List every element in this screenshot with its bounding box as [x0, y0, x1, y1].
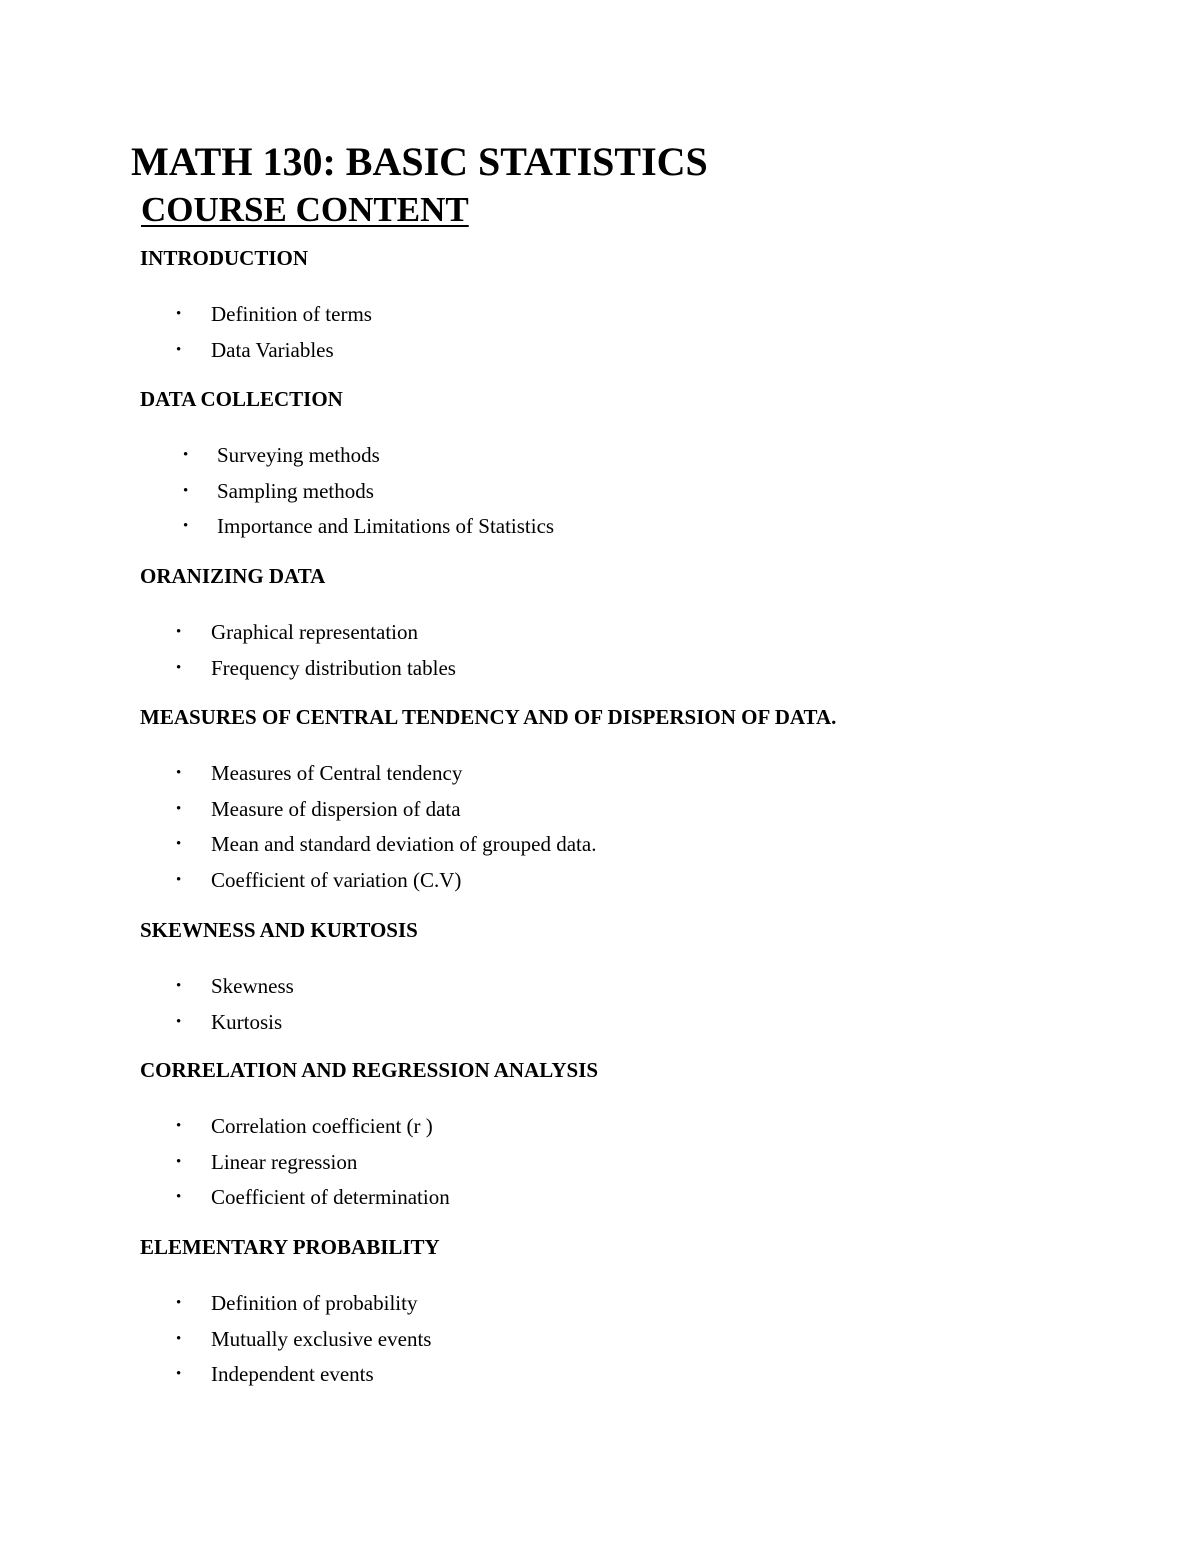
list-item	[0, 867, 1200, 903]
topic-list	[0, 1290, 1200, 1397]
bullet-icon: •	[176, 306, 182, 322]
list-item-text: Frequency distribution tables	[211, 655, 456, 680]
topic-list	[0, 760, 1200, 902]
topic-list	[0, 301, 1200, 372]
bullet-icon: •	[176, 659, 182, 676]
list-item	[0, 478, 1200, 514]
bullet-icon: •	[176, 978, 182, 994]
bullet-icon: •	[176, 1189, 182, 1205]
course-content-heading: COURSE CONTENT	[141, 190, 469, 229]
topic-list	[0, 442, 1200, 549]
section-heading: CORRELATION AND REGRESSION ANALYSIS	[140, 1058, 599, 1082]
list-item	[0, 655, 1200, 691]
list-item-text: Independent events	[211, 1362, 374, 1386]
list-item-text: Coefficient of determination	[211, 1185, 450, 1209]
list-item	[0, 337, 1200, 373]
list-item-text: Measures of Central tendency	[211, 761, 463, 785]
list-item	[0, 796, 1200, 832]
list-item-text: Correlation coefficient (r )	[211, 1114, 433, 1138]
topic-list	[0, 1113, 1200, 1220]
list-item	[0, 1184, 1200, 1220]
section-heading: SKEWNESS AND KURTOSIS	[140, 918, 418, 942]
list-item	[0, 831, 1200, 867]
list-item-text: Data Variables	[211, 337, 334, 362]
list-item-text: Skewness	[211, 974, 294, 998]
list-item-text: Graphical representation	[211, 620, 418, 644]
list-item-text: Linear regression	[211, 1149, 358, 1174]
bullet-icon: •	[176, 1295, 182, 1311]
section-heading: DATA COLLECTION	[140, 387, 343, 411]
bullet-icon: •	[176, 1330, 182, 1347]
course-title: MATH 130: BASIC STATISTICS	[131, 139, 708, 184]
bullet-icon: •	[176, 1366, 182, 1382]
bullet-icon: •	[183, 518, 189, 534]
bullet-icon: •	[183, 447, 189, 463]
list-item	[0, 513, 1200, 549]
bullet-icon: •	[176, 1118, 182, 1134]
list-item-text: Coefficient of variation (C.V)	[211, 867, 462, 892]
list-item-text: Sampling methods	[217, 478, 374, 503]
list-item-text: Kurtosis	[211, 1009, 283, 1034]
section-heading: INTRODUCTION	[140, 246, 309, 270]
bullet-icon: •	[176, 341, 182, 358]
bullet-icon: •	[176, 871, 182, 888]
bullet-icon: •	[176, 1153, 182, 1170]
list-item-text: Mutually exclusive events	[211, 1326, 432, 1351]
list-item	[0, 1149, 1200, 1185]
list-item	[0, 1290, 1200, 1326]
list-item-text: Measure of dispersion of data	[211, 796, 461, 821]
list-item	[0, 1009, 1200, 1045]
bullet-icon: •	[183, 482, 189, 499]
bullet-icon: •	[176, 765, 182, 781]
list-item	[0, 973, 1200, 1009]
list-item-text: Definition of probability	[211, 1291, 418, 1315]
bullet-icon: •	[176, 800, 182, 817]
bullet-icon: •	[176, 1013, 182, 1030]
list-item	[0, 1361, 1200, 1397]
bullet-icon: •	[176, 836, 182, 852]
list-item-text: Importance and Limitations of Statistics	[217, 514, 555, 538]
list-item-text: Definition of terms	[211, 302, 372, 326]
list-item	[0, 1326, 1200, 1362]
list-item-text: Mean and standard deviation of grouped data.	[211, 832, 597, 856]
list-item	[0, 619, 1200, 655]
section-heading: ORANIZING DATA	[140, 564, 326, 588]
section-heading: ELEMENTARY PROBABILITY	[140, 1235, 440, 1259]
bullet-icon: •	[176, 624, 182, 640]
section-heading: MEASURES OF CENTRAL TENDENCY AND OF DISPERSION OF DATA.	[140, 705, 837, 729]
topic-list	[0, 619, 1200, 690]
topic-list	[0, 973, 1200, 1044]
list-item	[0, 442, 1200, 478]
list-item-text: Surveying methods	[217, 443, 380, 467]
list-item	[0, 1113, 1200, 1149]
list-item	[0, 301, 1200, 337]
list-item	[0, 760, 1200, 796]
